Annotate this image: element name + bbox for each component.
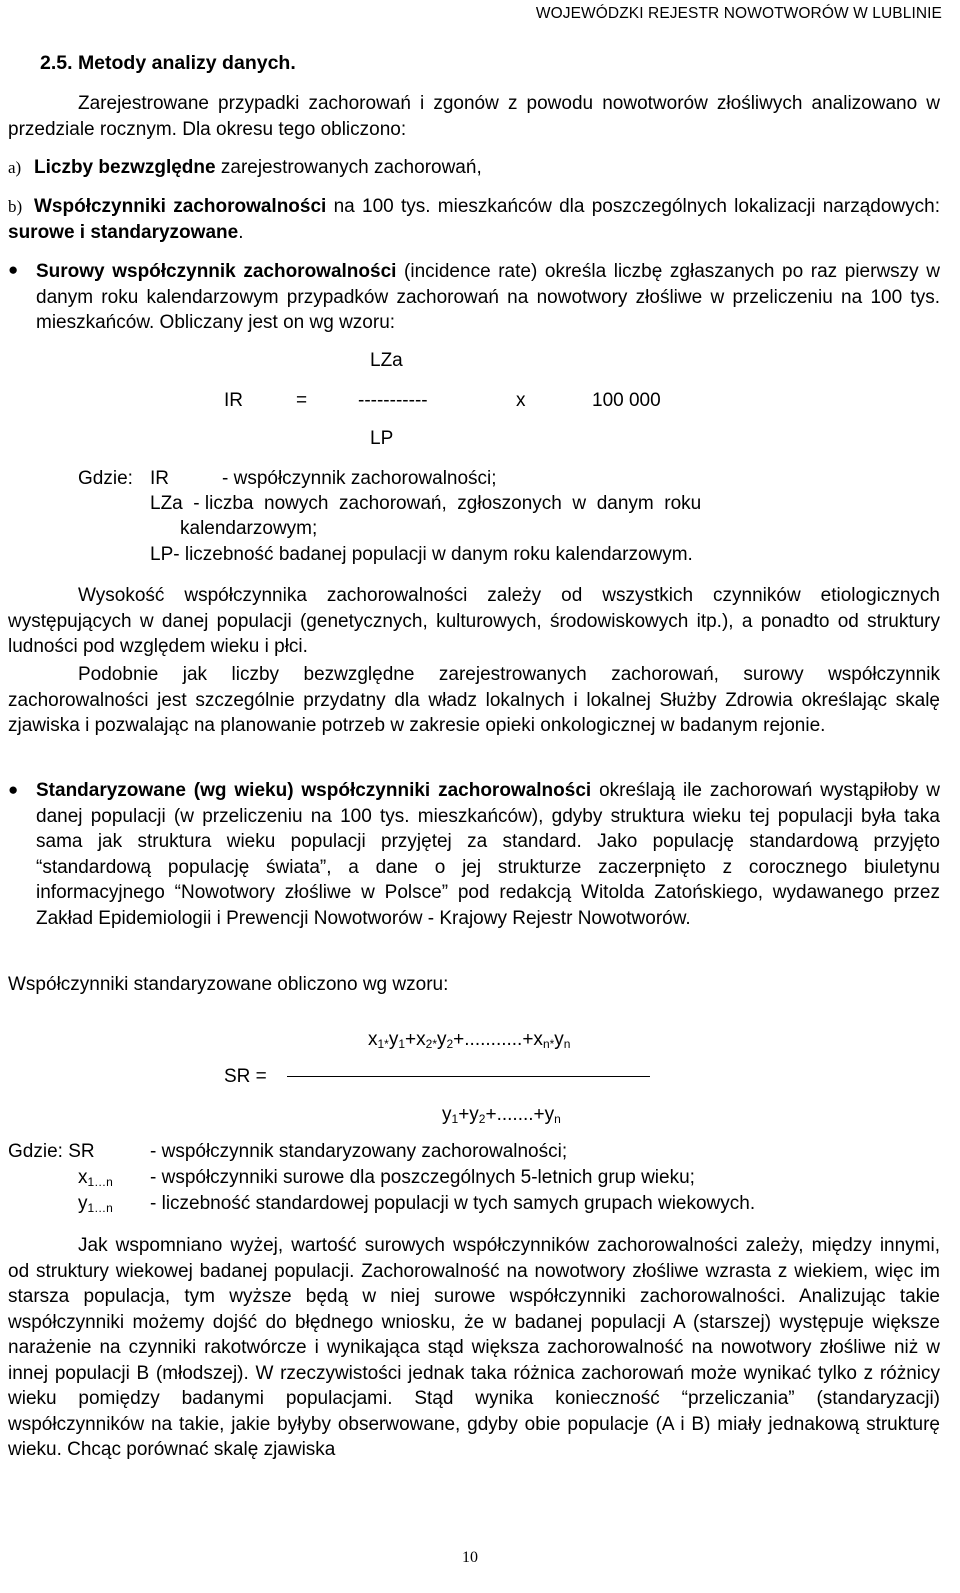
paragraph-final: Jak wspomniano wyżej, wartość surowych współczynników zachorowalności zależy, między innymi, od struktury wiekowej badanej populacji. Zachorowalność na nowotwory złośliwe wzrasta z wiekiem, więc im starsza populacja, tym wyższe będą w niej surowe współczynniki zachorowalności. Analizując takie współczynniki możemy dojść do błędnego wniosku, że w badanej populacji A (starszej) występuje większe narażenie na czynniki rakotwórcze i wynikająca stąd większa zachorowalność na nowotwory złośliwe niż w innej populacji B (młodszej). W rzeczywistości jednak taka różnica zachorowań może wynikać tylko z różnicy wieku pomiędzy badanymi populacjami. Stąd wynika konieczność “przeliczania” (standaryzacji) współczynników na takie, jakie byłyby obserwowane, gdyby obie populacje (A i B) miały jednakową strukturę wieku. Chcąc porównać skalę zjawiska <box>8 1235 940 1460</box>
list-bold-text: Współczynniki zachorowalności <box>34 196 327 217</box>
list-text: . <box>238 222 244 243</box>
bullet-bold-text: Standaryzowane (wg wieku) współczynniki zachorowalności <box>36 780 592 801</box>
page-number: 10 <box>462 1549 478 1566</box>
paragraph-podobnie: Podobnie jak liczby bezwzględne zarejestrowanych zachorowań, surowy współczynnik zachorowalności jest szczególnie przydatny dla władz lokalnych i lokalnej Służby Zdrowia określając skalę zjawiska i pozwalając na planowanie potrzeb w zakresie opieki onkologicznej w badanym rejonie. <box>8 664 940 736</box>
formula2-lhs: SR = <box>224 1066 267 1087</box>
list-item-b <box>8 194 940 246</box>
defs2-y-symbol: $y_{1\dots n}$ <box>78 1193 113 1215</box>
defs1-ir-symbol: IR <box>150 468 169 489</box>
formula1-numerator: LZa <box>370 350 403 371</box>
formula1-lhs: IR <box>224 390 243 411</box>
bullet-dot: ● <box>8 780 19 799</box>
intro-paragraph: Zarejestrowane przypadki zachorowań i zgonów z powodu nowotworów złośliwych analizowano w przedziale rocznym. Dla okresu tego obliczono: <box>8 93 940 140</box>
defs2-gdzie-sr: Gdzie: SR <box>8 1141 95 1162</box>
defs2-y-definition: - liczebność standardowej populacji w tych samych grupach wiekowych. <box>150 1193 756 1214</box>
defs1-lp: LP- liczebność badanej populacji w danym roku kalendarzowym. <box>150 544 693 565</box>
formula1-equals: = <box>296 390 308 411</box>
bullet-dot: ● <box>8 260 19 279</box>
bullet-standaryzowane <box>36 778 940 931</box>
bullet-text: (incidence rate) określa liczbę zgłaszanych po raz pierwszy w danym roku kalendarzowym przypadków zachorowań na nowotwory złośliwe w przeliczeniu na 100 tys. mieszkańców. Obliczany jest on wg wzoru: <box>36 261 940 333</box>
formula1-fraction-bar: ----------- <box>358 390 428 411</box>
list-label: b) <box>8 197 23 216</box>
formula2-fraction-bar <box>287 1076 650 1077</box>
formula2-numerator: $x_{1*}y_1+x_{2*}y_2+...........+x_{n*}y_n$ <box>368 1029 571 1051</box>
formula1-factor: 100 000 <box>592 390 661 411</box>
formula2-denominator: $y_1+y_2+.......+y_n$ <box>442 1104 561 1126</box>
list-text: zarejestrowanych zachorowań, <box>215 157 482 178</box>
defs1-lza-line1: LZa - liczba nowych zachorowań, zgłoszonych w danym roku <box>150 493 702 514</box>
defs2-sr-definition: - współczynnik standaryzowany zachorowalności; <box>150 1141 568 1162</box>
defs2-x-symbol: $x_{1\dots n}$ <box>78 1167 113 1189</box>
defs1-gdzie: Gdzie: <box>78 468 133 489</box>
formula2-intro: Współczynniki standaryzowane obliczono wg wzoru: <box>8 974 449 995</box>
list-text: na 100 tys. mieszkańców dla poszczególnych lokalizacji narządowych: <box>326 196 940 217</box>
list-item-a <box>8 155 940 181</box>
paragraph-wysokosc: Wysokość współczynnika zachorowalności zależy od wszystkich czynników etiologicznych występujących w danej populacji (genetycznych, kulturowych, środowiskowych itp.), a ponadto od struktury ludności pod względem wieku i płci. <box>8 585 940 657</box>
defs1-lza-line2: kalendarzowym; <box>180 518 318 539</box>
running-header: WOJEWÓDZKI REJESTR NOWOTWORÓW W LUBLINIE <box>535 5 942 22</box>
defs1-ir-definition: - współczynnik zachorowalności; <box>222 468 497 489</box>
bullet-text: określają ile zachorowań wystąpiłoby w danej populacji (w przeliczeniu na 100 tys. mieszkańców), gdyby struktura wieku tej populacji była taka sama jak struktura wieku populacji przyjętej za standard. Jako populację standardową przyjęto “standardową populację świata”, a dane o jej strukturze zaczerpnięto z corocznego biuletynu informacyjnego “Nowotwory złośliwe w Polsce” pod redakcją Witolda Zatońskiego, wydawanego przez Zakład Epidemiologii i Prewencji Nowotworów - Krajowy Rejestr Nowotworów. <box>36 780 940 929</box>
formula1-times: x <box>516 390 526 411</box>
bullet-bold-text: Surowy współczynnik zachorowalności <box>36 261 397 282</box>
defs2-x-definition: - współczynniki surowe dla poszczególnych 5-letnich grup wieku; <box>150 1167 695 1188</box>
formula1-denominator: LP <box>370 428 394 449</box>
bullet-surowy <box>36 259 940 336</box>
list-bold-text: Liczby bezwzględne <box>34 157 216 178</box>
list-label: a) <box>8 158 22 177</box>
section-title: 2.5. Metody analizy danych. <box>40 52 296 74</box>
list-bold-text: surowe i standaryzowane <box>8 222 239 243</box>
